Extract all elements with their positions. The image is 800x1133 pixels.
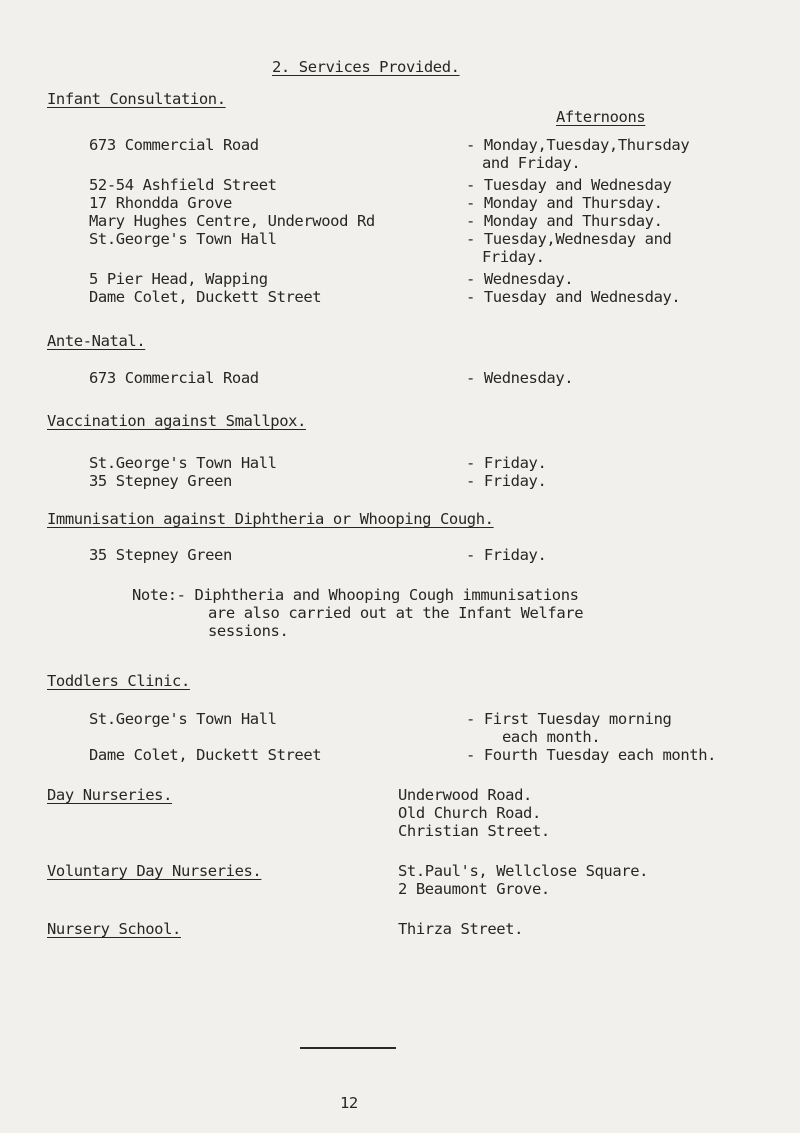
page-number: 12 [340, 1094, 358, 1112]
immunisation-note-cont: sessions. [208, 622, 289, 640]
immunisation-place: 35 Stepney Green [89, 546, 232, 564]
voluntary-heading: Voluntary Day Nurseries. [47, 862, 262, 880]
infant-place: 5 Pier Head, Wapping [89, 270, 268, 288]
antenatal-place: 673 Commercial Road [89, 369, 259, 387]
section-title: 2. Services Provided. [272, 58, 460, 76]
infant-days: - Tuesday and Wednesday. [466, 288, 681, 306]
infant-days: - Wednesday. [466, 270, 574, 288]
toddlers-place: Dame Colet, Duckett Street [89, 746, 322, 764]
immunisation-days: - Friday. [466, 546, 547, 564]
infant-place: 17 Rhondda Grove [89, 194, 232, 212]
infant-place: Dame Colet, Duckett Street [89, 288, 322, 306]
day-nursery-item: Old Church Road. [398, 804, 541, 822]
infant-days: - Tuesday and Wednesday [466, 176, 672, 194]
infant-place: St.George's Town Hall [89, 230, 277, 248]
infant-days-cont: and Friday. [482, 154, 581, 172]
toddlers-place: St.George's Town Hall [89, 710, 277, 728]
infant-days: - Monday and Thursday. [466, 194, 663, 212]
vaccination-days: - Friday. [466, 472, 547, 490]
infant-place: 52-54 Ashfield Street [89, 176, 277, 194]
vaccination-place: 35 Stepney Green [89, 472, 232, 490]
column-header: Afternoons [556, 108, 646, 126]
antenatal-days: - Wednesday. [466, 369, 574, 387]
infant-days: - Monday,Tuesday,Thursday [466, 136, 690, 154]
toddlers-heading: Toddlers Clinic. [47, 672, 190, 690]
immunisation-note: Note:- Diphtheria and Whooping Cough immunisations [132, 586, 579, 604]
infant-days: - Monday and Thursday. [466, 212, 663, 230]
day-nursery-item: Underwood Road. [398, 786, 532, 804]
infant-place: 673 Commercial Road [89, 136, 259, 154]
vaccination-place: St.George's Town Hall [89, 454, 277, 472]
nursery-school-heading: Nursery School. [47, 920, 181, 938]
infant-place: Mary Hughes Centre, Underwood Rd [89, 212, 375, 230]
divider-rule [300, 1047, 396, 1049]
nursery-school-item: Thirza Street. [398, 920, 524, 938]
day-nurseries-heading: Day Nurseries. [47, 786, 173, 804]
vaccination-heading: Vaccination against Smallpox. [47, 412, 307, 430]
voluntary-item: St.Paul's, Wellclose Square. [398, 862, 649, 880]
immunisation-heading: Immunisation against Diphtheria or Whooping Cough. [47, 510, 494, 528]
infant-heading: Infant Consultation. [47, 90, 226, 108]
vaccination-days: - Friday. [466, 454, 547, 472]
toddlers-days: - Fourth Tuesday each month. [466, 746, 717, 764]
immunisation-note-cont: are also carried out at the Infant Welfare [208, 604, 584, 622]
voluntary-item: 2 Beaumont Grove. [398, 880, 550, 898]
toddlers-days-cont: each month. [502, 728, 601, 746]
infant-days-cont: Friday. [482, 248, 545, 266]
infant-days: - Tuesday,Wednesday and [466, 230, 672, 248]
antenatal-heading: Ante-Natal. [47, 332, 146, 350]
day-nursery-item: Christian Street. [398, 822, 550, 840]
toddlers-days: - First Tuesday morning [466, 710, 672, 728]
